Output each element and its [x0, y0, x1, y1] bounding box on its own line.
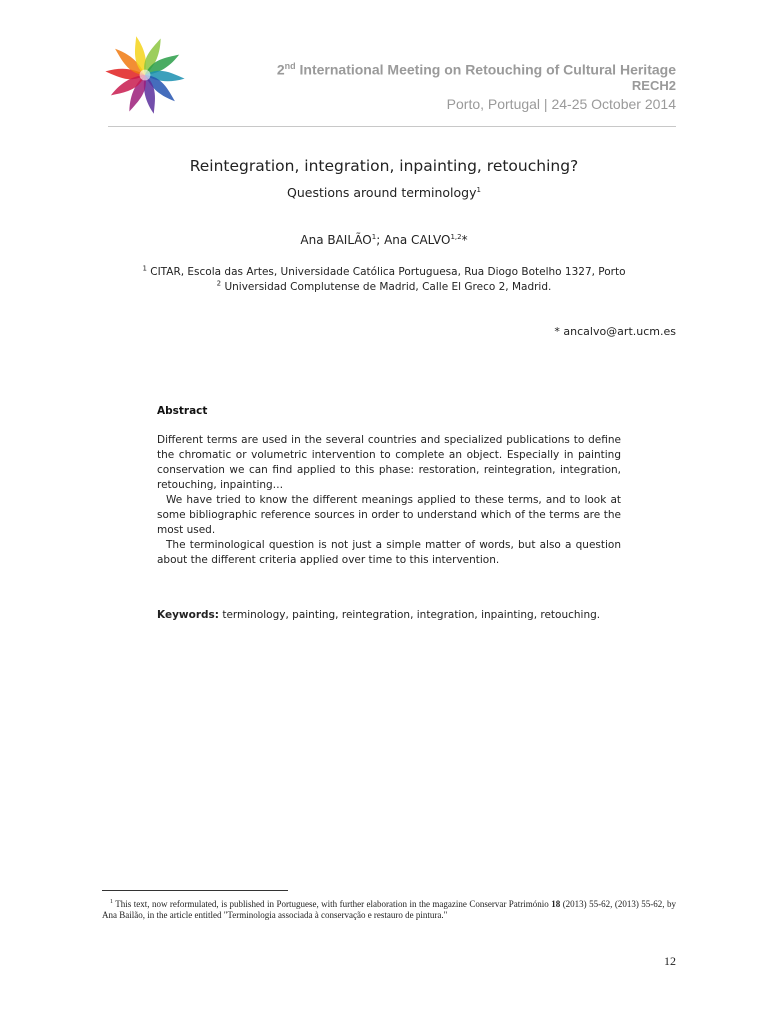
corresponding-mark: * — [461, 233, 468, 247]
author-affil-ref: 1 — [371, 233, 377, 241]
conference-name: International Meeting on Retouching of Cultural Heritage — [295, 61, 676, 78]
subtitle-text: Questions around terminology — [287, 185, 477, 200]
corresponding-email: * ancalvo@art.ucm.es — [554, 325, 676, 338]
keywords — [157, 609, 600, 621]
author-line — [0, 233, 768, 247]
affiliations — [0, 265, 768, 295]
conference-place-date: Porto, Portugal | 24-25 October 2014 — [446, 95, 676, 112]
author-name: ; Ana CALVO — [376, 233, 451, 247]
affiliation-marker: 1 — [142, 264, 147, 273]
conference-number: 2 — [276, 61, 285, 78]
paper-subtitle — [0, 185, 768, 200]
affiliation-marker: 2 — [216, 279, 222, 288]
page-number: 12 — [664, 954, 676, 968]
affiliation-2 — [0, 280, 768, 295]
paper-title: Reintegration, integration, inpainting, retouching? — [189, 157, 579, 175]
conference-ordinal: nd — [284, 61, 296, 71]
footnote-volume: 18 — [551, 899, 561, 909]
header-divider — [108, 126, 676, 127]
affiliation-text: Universidad Complutense de Madrid, Calle El Greco 2, Madrid. — [221, 281, 552, 293]
conference-acronym: RECH2 — [631, 77, 676, 93]
affiliation-1 — [0, 265, 768, 280]
footnote-text: (2013) 55-62, (2013) 55-62, by Ana Bailão, in the article entitled "Terminologia associada à conservação e restauro de pintura." — [102, 899, 676, 920]
affiliation-text: CITAR, Escola das Artes, Universidade Católica Portuguesa, Rua Diogo Botelho 1327, Porto — [146, 266, 626, 278]
keywords-label: Keywords: — [157, 609, 219, 621]
footnote-text: This text, now reformulated, is published in Portuguese, with further elaboration in the magazine Conservar Património — [113, 899, 552, 909]
abstract-paragraph: Different terms are used in the several countries and specialized publications to define the chromatic or volumetric intervention to complete an object. Especially in painting conservation we can find applied to this phase: restoration, reintegration, integration, retouching, inpainting… — [157, 434, 621, 491]
footnote-number: 1 — [110, 899, 113, 905]
author-name: Ana BAILÃO — [300, 233, 372, 247]
conference-header — [277, 58, 676, 114]
footnote-divider — [102, 890, 288, 891]
abstract-paragraph: We have tried to know the different meanings applied to these terms, and to look at some bibliographic reference sources in order to understand which of the terms are the most used. — [157, 494, 621, 536]
abstract-paragraph: The terminological question is not just a simple matter of words, but also a question about the different criteria applied over time to this intervention. — [157, 539, 621, 566]
author-affil-ref: 1,2 — [450, 233, 462, 241]
abstract-heading: Abstract — [157, 405, 208, 417]
footnote — [102, 897, 676, 921]
color-wheel-flower-logo — [100, 30, 190, 120]
footnote-ref: 1 — [476, 185, 481, 194]
abstract-body — [157, 433, 621, 568]
keywords-text: terminology, painting, reintegration, integration, inpainting, retouching. — [218, 609, 601, 621]
conference-title — [277, 58, 676, 78]
